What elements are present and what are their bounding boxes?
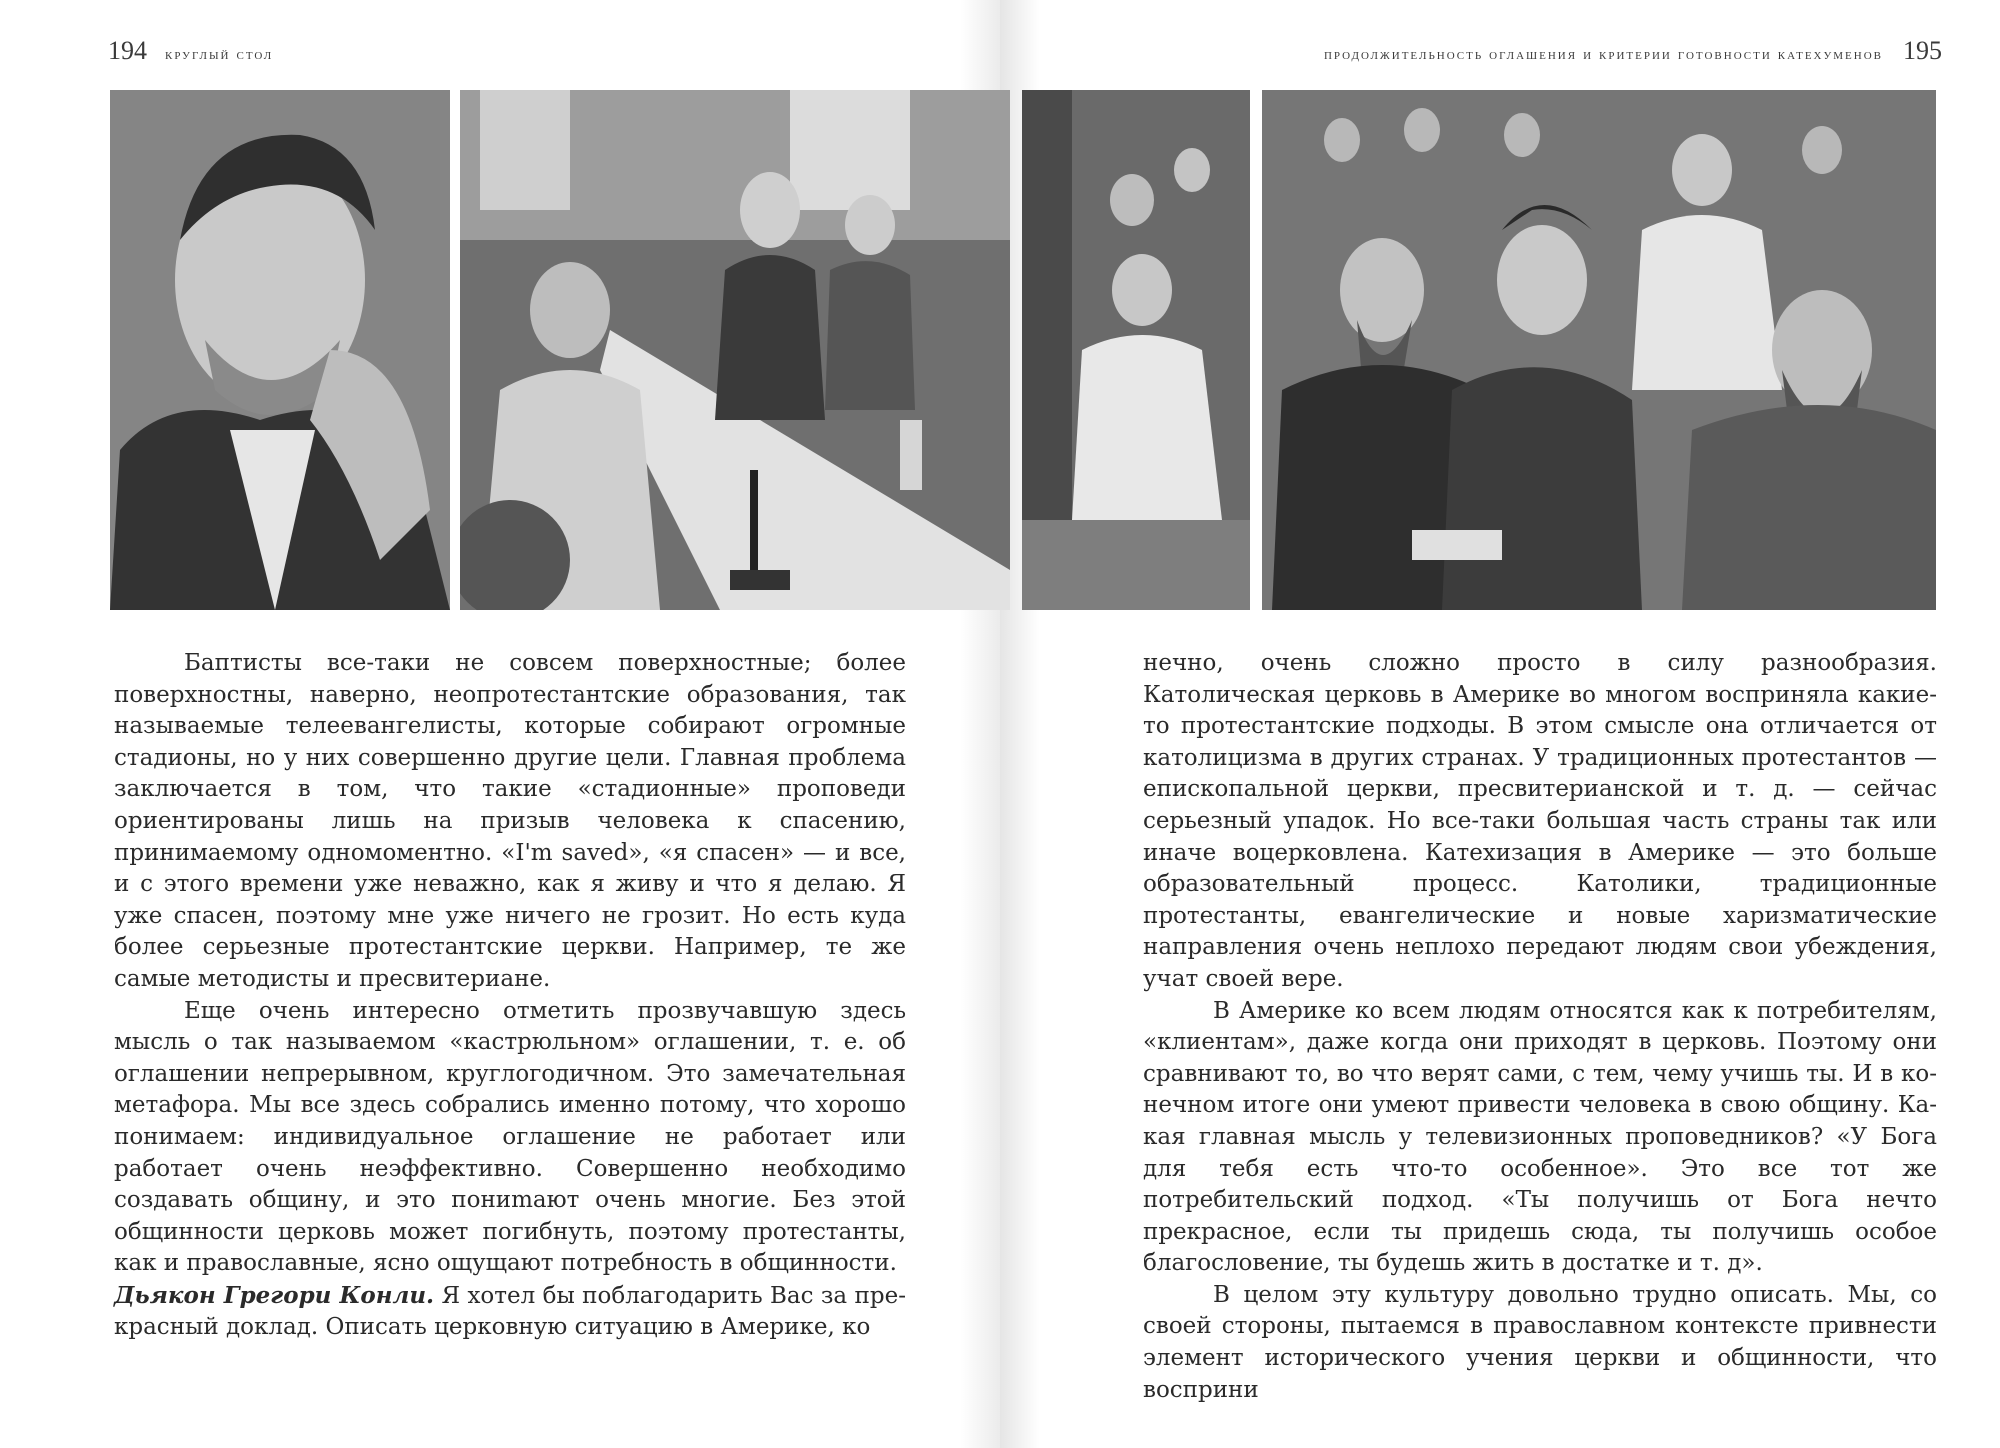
paragraph: нечно, очень сложно просто в силу разнообразия. Католическая церковь в Америке во многом восприняла какие-то протестантские подходы. В этом смысле она отличается от католицизма в других странах. У традиционных протестантов — епископальной церкви, пресвитерианской и т. д. — сейчас серьезный упадок. Но все-таки большая часть страны так или иначе воцерковлена. Катехизация в Америке — это больше образовательный процесс. Католики, традиционные протестанты, евангелические и новые харизматические направления очень неплохо передают людям свои убеждения, учат своей вере.	[1143, 650, 1937, 992]
clergy-audience-photo	[1262, 90, 1936, 610]
portrait-photo-image	[110, 90, 450, 610]
speaker-name: Дьякон Грегори Конли.	[114, 1281, 435, 1309]
left-page-number: 194	[108, 36, 147, 65]
right-page-text	[1143, 648, 1937, 1406]
left-running-header	[108, 36, 273, 66]
audience-photo-priest	[1022, 90, 1250, 610]
speaker-paragraph	[114, 1280, 906, 1344]
right-page-number: 195	[1903, 36, 1942, 65]
paragraph: Баптисты все-таки не совсем поверхностные; более поверхностны, наверно, неопротестантские образования, так называемые телеевангелисты, которые собирают огромные стадионы, но у них совершенно другие цели. Главная проблема заключается в том, что такие «стадионные» проповеди ориентированы лишь на призыв человека к спасению, принимаемому одномоментно. «I'm saved», «я спасен» — и все, и с этого времени уже неважно, как я живу и что я делаю. Я уже спасен, поэтому мне уже ничего не грозит. Но есть куда более серьезные протестантские церкви. Например, те же самые методисты и пресвитериане.	[114, 650, 906, 992]
left-header-title: круглый стол	[165, 46, 274, 63]
round-table-photo-image	[460, 90, 1010, 610]
speaker-text: Я хотел бы поблагодарить Вас за прекрасный доклад. Описать церковную ситуацию в Америке, ко	[114, 1282, 906, 1341]
left-page-text	[114, 648, 906, 1344]
right-header-title: продолжительность оглашения и критерии готовности катехуменов	[1323, 46, 1883, 63]
audience-photo-priest-image	[1022, 90, 1250, 610]
paragraph: Еще очень интересно отметить прозвучавшую здесь мысль о так называемом «кастрюльном» оглашении, т. е. об оглашении непрерывном, круглогодичном. Это замечательная метафора. Мы все здесь собрались именно потому, что хорошо понимаем: индивидуальное оглашение не работает или работает очень неэффективно. Совершенно необходимо создавать общину, и это пониmают очень многие. Без этой общинности церковь может погибнуть, поэтому протестанты, как и православные, ясно ощущают потребность в общинности.	[114, 997, 906, 1277]
portrait-photo	[110, 90, 450, 610]
paragraph: В целом эту культуру довольно трудно описать. Мы, со своей стороны, пытаемся в православном контексте привнести элемент исторического учения церкви и общинности, что восприни	[1143, 1281, 1937, 1403]
paragraph: В Америке ко всем людям относятся как к потребителям, «клиентам», даже когда они приходят в церковь. Поэтому они сравнивают то, во что верят сами, с тем, чему учишь ты. И в конечном итоге они умеют привести человека в свою общину. Какая главная мысль у телевизионных проповедников? «У Бога для тебя есть что-то особенное». Это все тот же потребительский подход. «Ты получишь от Бога нечто прекрасное, если ты придешь сюда, ты получишь особое благословение, ты будешь жить в достатке и т. д».	[1143, 997, 1937, 1277]
right-running-header	[1324, 36, 1942, 66]
round-table-photo	[460, 90, 1010, 610]
clergy-audience-photo-image	[1262, 90, 1936, 610]
